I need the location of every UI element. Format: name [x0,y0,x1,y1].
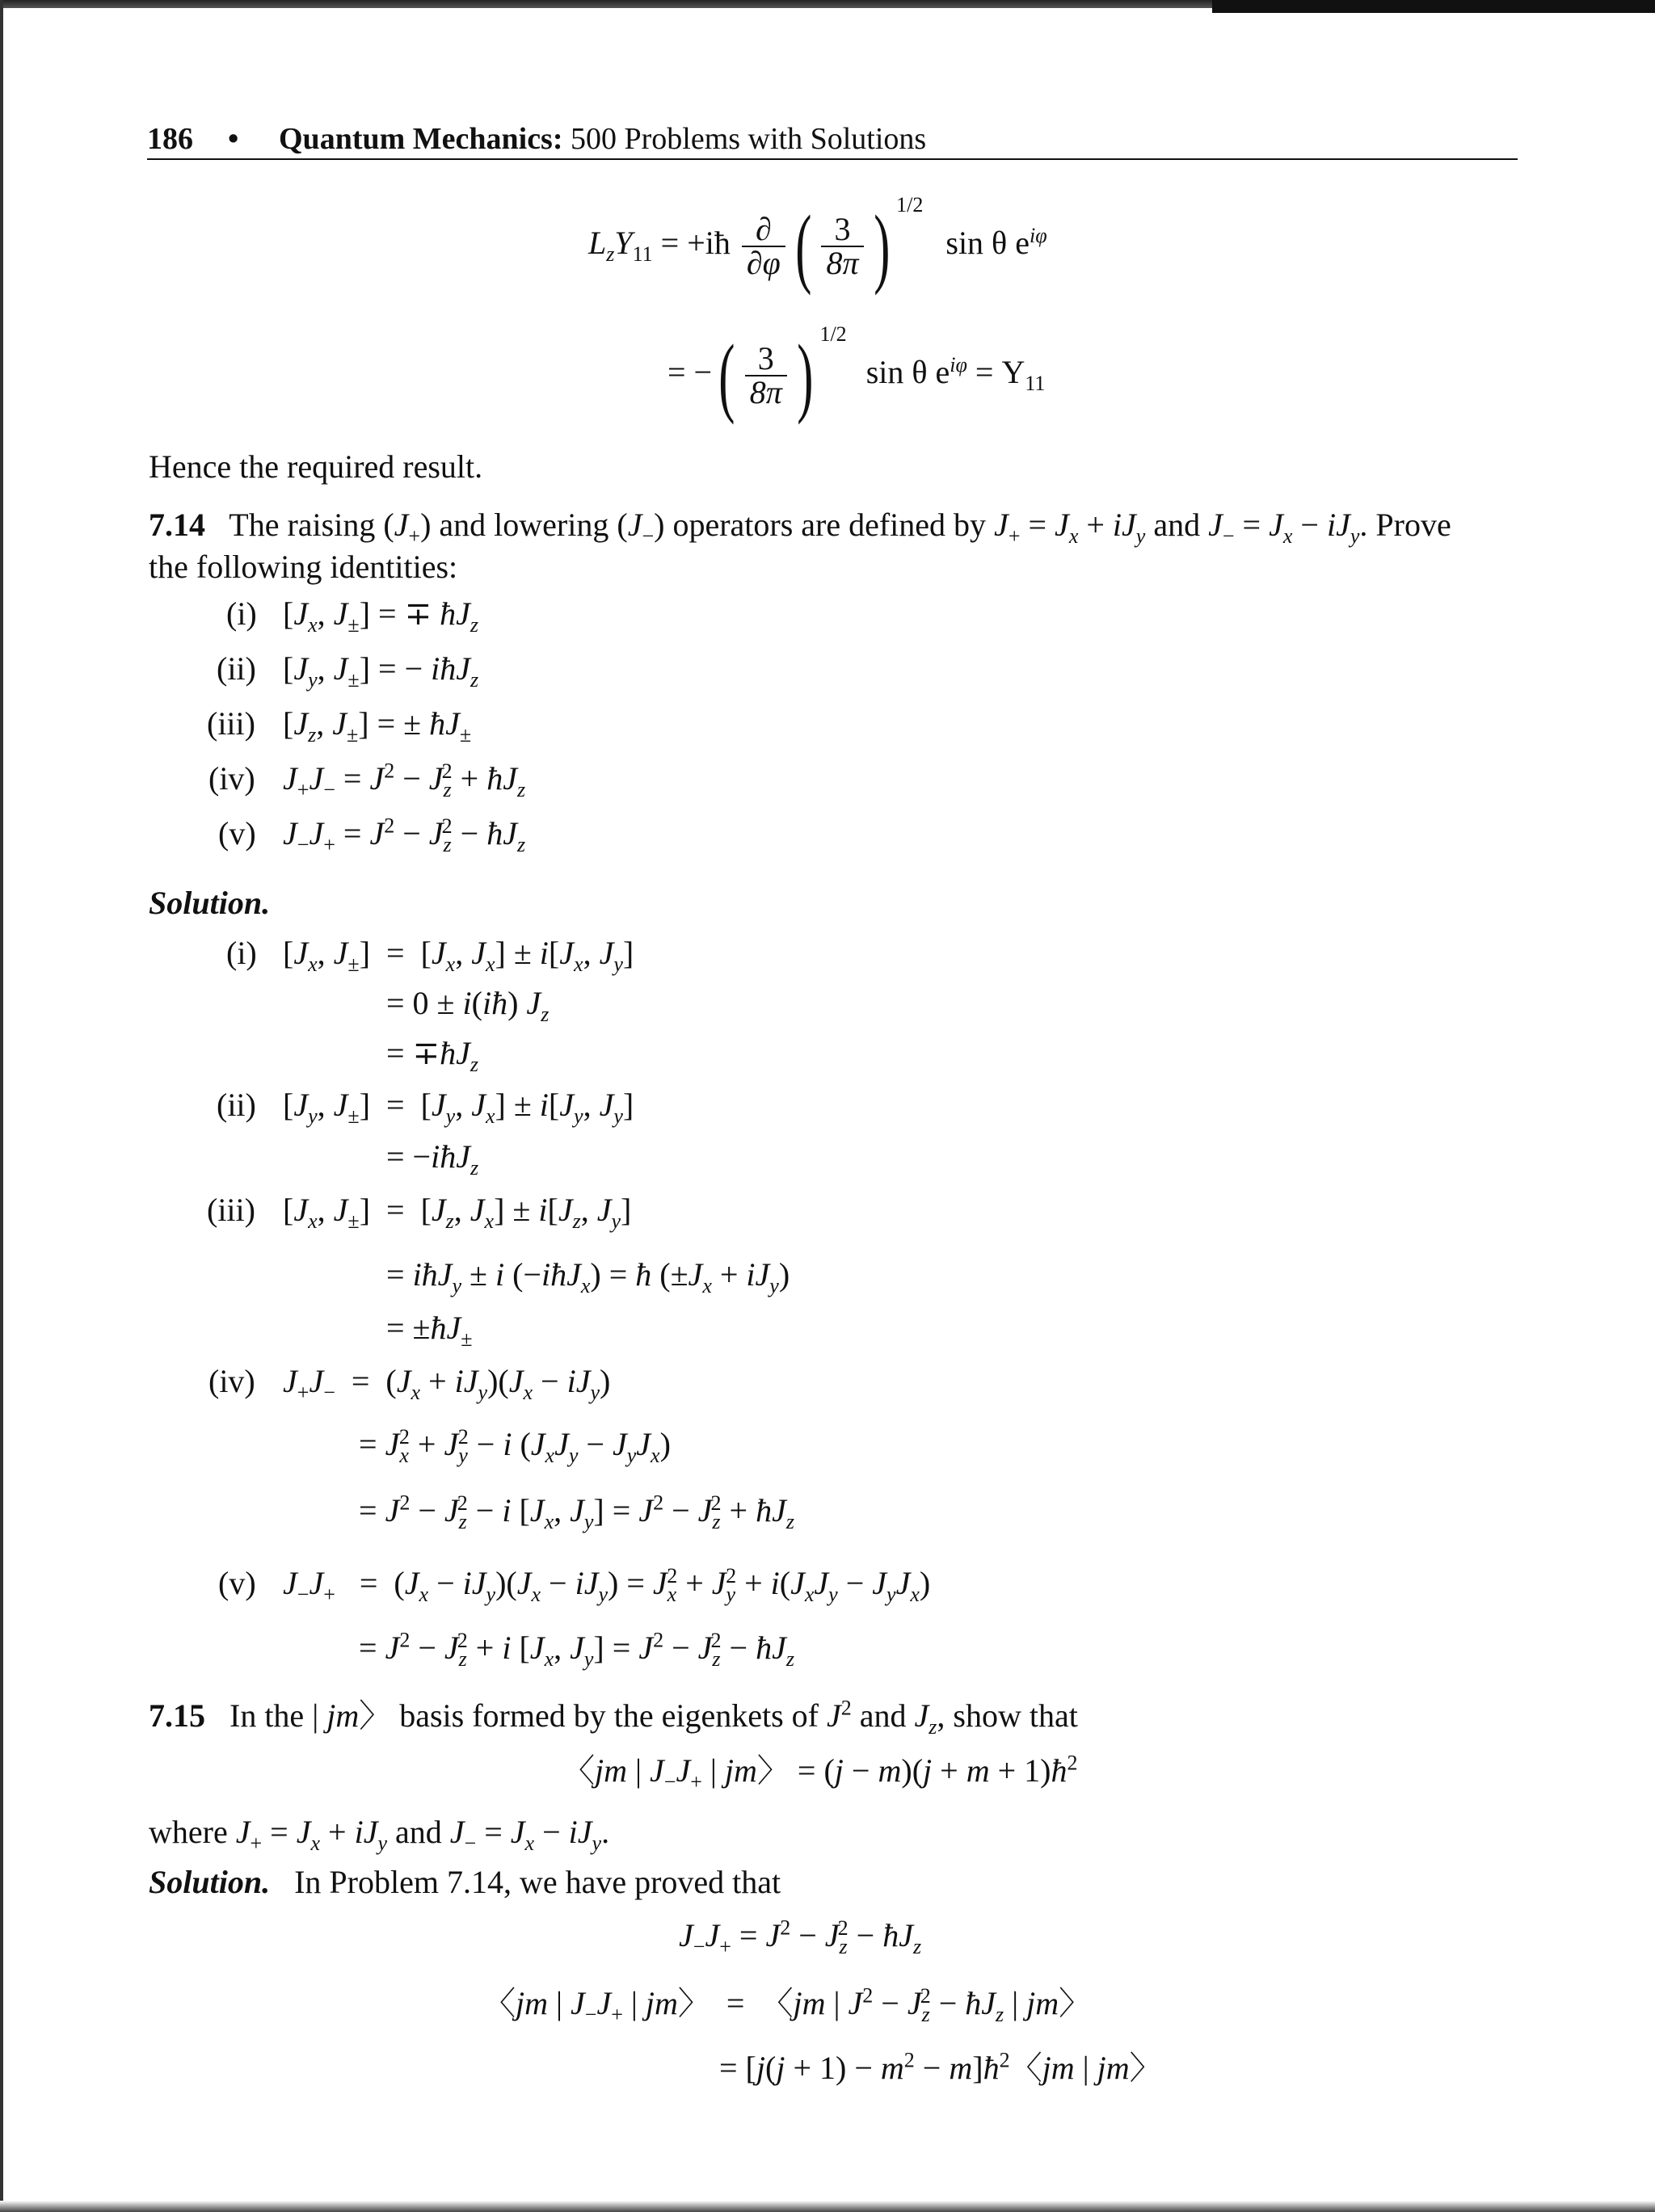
problem-7-15-statement: 7.15 In the | jm〉 basis formed by the eigenkets of $J^2$ and $J_z$, show that [149,1696,1078,1739]
problem-7-15-eq3: = [$j(j + 1) - m^2$ − $m]ħ^2$〈jm | jm〉 [719,2048,1162,2086]
identity-i: (i) [$J_x$, $J_\pm$] = ∓ $ħJ_z$ [226,595,478,637]
solution-i-line1: (i) [$J_x$, $J_\pm] = [J_x$, $J_x] \pm i[J_x$, $J_y$] [226,935,634,976]
problem-7-15-target-equation: 〈jm | $J_-J_+$ | jm〉 = $(j - m)(j + m + 1)ħ^2$ [562,1751,1078,1794]
header-rule [147,158,1518,160]
identity-iv: (iv) $J_+J_- = J^2 - J_z^2$ + $ħJ_z$ [208,759,526,801]
solution-ii-line1: (ii) [$J_y$, $J_\pm] = [J_y$, $J_x] \pm i[J_y$, $J_y$] [217,1087,634,1128]
running-header [147,121,1521,158]
book-title: Quantum Mechanics: 500 Problems with Solutions [279,122,927,156]
scan-edge-top-dark [1212,0,1655,13]
problem-7-15-eq1: $J_-J_+ = J^2 - J_z^2$ − $ħJ_z$ [679,1916,922,1958]
solution-iii-line3: = $\pm ħJ_\pm$ [386,1310,473,1351]
solution-label: Solution. [149,885,271,921]
solution-ii-line2: = −iħJ$_z$ [386,1138,479,1180]
problem-7-15-eq2: 〈jm | $J_-J_+$ | jm〉 = 〈jm | $J^2 - J_z^2$ − $ħJ_z$ | jm〉 [483,1983,1092,2026]
solution-iii-line2: = iħJ$_y$ ± i (−iħJ$_x$) = ħ $(\pm J_x + iJ_y)$ [386,1256,790,1297]
problem-7-15-where: where $J_+ = J_x + iJ_y$ and $J_- = J_x - iJ_y$. [149,1814,610,1855]
solution-i-line2: = 0 ± i(iħ) $J_z$ [386,985,550,1026]
scan-edge-bottom [0,2201,1655,2212]
problem-7-15-solution: Solution. In Problem 7.14, we have proved that [149,1864,781,1900]
solution-iv-line1: (iv) $J_+J_- = (J_x + iJ_y)(J_x - iJ_y)$ [208,1363,611,1404]
problem-7-14-line2: the following identities: [149,549,458,585]
page-number: 186 [147,122,193,156]
scan-edge-left [0,0,3,2212]
solution-iv-line2: = $J_x^2 + J_y^2 - i$ $(J_xJ_y - J_yJ_x)$ [359,1424,671,1467]
identity-iii: (iii) [$J_z$, $J_\pm$] = ± $ħJ_\pm$ [207,705,472,746]
equation-lz-y11: $L_zY_{11}$ = +iħ $\frac{\partial}{\partial\varphi}$ ( $\frac{3}{8\pi}$ ) $^{1/2}$ sin θ $e^{i\varphi}$ [588,192,1047,296]
solution-v-line1: (v) $J_-J_+ = (J_x - iJ_y)(J_x - iJ_y) = J_x^2 + J_y^2 + i(J_xJ_y - J_yJ_x)$ [218,1563,931,1606]
identity-v: (v) $J_-J_+ = J^2 - J_z^2$ − $ħJ_z$ [218,814,526,856]
problem-7-14-statement: 7.14 The raising $(J_+)$ and lowering $(J_-)$ operators are defined by $J_+ = J_x + iJ_y$ and $J_- = J_x - iJ_y$. Prove [149,507,1451,548]
hence-text: Hence the required result. [149,448,483,485]
solution-iii-line1: (iii) [$J_x$, $J_\pm] = [J_z$, $J_x] \pm i[J_z$, $J_y$] [207,1192,632,1233]
solution-v-line2: = $J^2 - J_z^2 + i$ [$J_x$, $J_y] = J^2 - J_z^2$ − $ħJ_z$ [359,1628,794,1671]
solution-iv-line3: = $J^2 - J_z^2 - i$ [$J_x$, $J_y] = J^2 - J_z^2$ + $ħJ_z$ [359,1491,794,1533]
equation-y11-result: = −( $\frac{3}{8\pi}$ ) $^{1/2}$ sin θ $e^{i\varphi} = Y_{11}$ [667,322,1046,425]
header-bullet: • [228,122,239,156]
identity-ii: (ii) [$J_y$, $J_\pm$] = − iħJ$_z$ [217,650,479,692]
solution-i-line3: = $\mp ħJ_z$ [386,1035,478,1076]
